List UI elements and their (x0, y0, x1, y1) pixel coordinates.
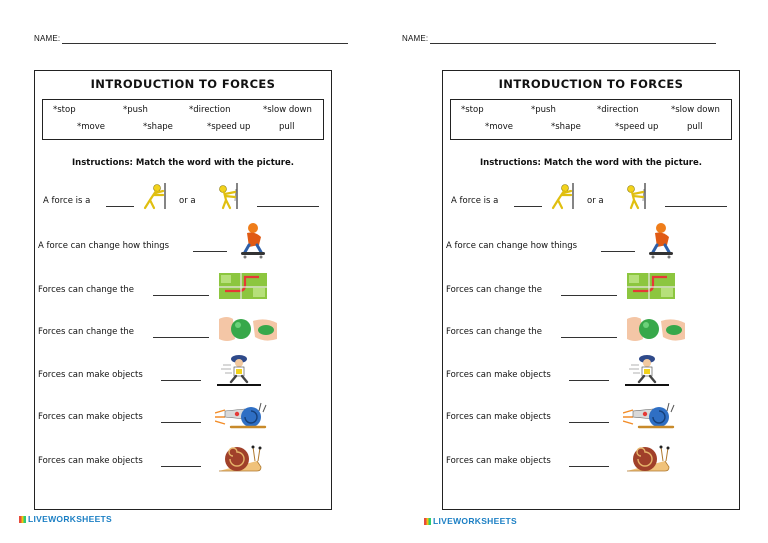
logo-text: LIVEWORKSHEETS (433, 516, 518, 526)
question-1-text: A force is a (451, 196, 499, 206)
word-push: *push (531, 105, 556, 115)
word-stop: *stop (53, 105, 76, 115)
direction-map-icon (219, 273, 267, 299)
word-direction: *direction (597, 105, 639, 115)
answer-blank-7[interactable] (569, 466, 609, 467)
word-slow-down: *slow down (263, 105, 312, 115)
push-figure-icon (549, 181, 577, 211)
word-speed-up: *speed up (615, 122, 659, 132)
question-2-text: A force can change how things (446, 241, 578, 251)
question-2-text: A force can change how things (38, 241, 170, 251)
question-3-text: Forces can change the (446, 285, 543, 295)
word-move: *move (77, 122, 105, 132)
word-move: *move (485, 122, 513, 132)
question-6-text: Forces can make objects (38, 412, 143, 422)
word-bank (450, 99, 732, 140)
worksheet-card (34, 70, 332, 510)
question-5-text: Forces can make objects (38, 370, 143, 380)
liveworksheets-logo (19, 514, 112, 524)
runner-icon (217, 353, 261, 387)
skater-icon (235, 221, 271, 259)
logo-mark-icon (19, 516, 26, 523)
answer-blank-1b[interactable] (665, 206, 727, 207)
name-line[interactable] (430, 43, 716, 44)
question-1-or: or a (587, 196, 604, 206)
answer-blank-4[interactable] (153, 337, 209, 338)
word-slow-down: *slow down (671, 105, 720, 115)
squeeze-ball-icon (627, 313, 687, 343)
answer-blank-3[interactable] (561, 295, 617, 296)
logo-text: LIVEWORKSHEETS (28, 514, 113, 524)
question-4-text: Forces can change the (446, 327, 543, 337)
question-7-text: Forces can make objects (446, 456, 551, 466)
question-5-text: Forces can make objects (446, 370, 551, 380)
question-1-text: A force is a (43, 196, 91, 206)
runner-icon (625, 353, 669, 387)
snail-icon (217, 441, 263, 475)
pull-figure-icon (623, 181, 649, 211)
question-1-or: or a (179, 196, 196, 206)
question-6-text: Forces can make objects (446, 412, 551, 422)
rocket-snail-icon (215, 397, 267, 431)
instructions: Instructions: Match the word with the picture. (72, 158, 294, 168)
answer-blank-3[interactable] (153, 295, 209, 296)
word-push: *push (123, 105, 148, 115)
answer-blank-4[interactable] (561, 337, 617, 338)
instructions: Instructions: Match the word with the picture. (480, 158, 702, 168)
answer-blank-6[interactable] (161, 422, 201, 423)
word-pull: pull (279, 122, 295, 132)
pull-figure-icon (215, 181, 241, 211)
word-bank (42, 99, 324, 140)
word-shape: *shape (551, 122, 581, 132)
word-pull: pull (687, 122, 703, 132)
answer-blank-7[interactable] (161, 466, 201, 467)
name-label: NAME: (34, 34, 61, 43)
question-7-text: Forces can make objects (38, 456, 143, 466)
rocket-snail-icon (623, 397, 675, 431)
worksheet-title: INTRODUCTION TO FORCES (90, 77, 276, 91)
answer-blank-6[interactable] (569, 422, 609, 423)
name-label: NAME: (402, 34, 429, 43)
answer-blank-2[interactable] (601, 251, 635, 252)
word-direction: *direction (189, 105, 231, 115)
word-shape: *shape (143, 122, 173, 132)
worksheet-right (384, 0, 768, 543)
liveworksheets-logo (424, 516, 517, 526)
word-speed-up: *speed up (207, 122, 251, 132)
name-line[interactable] (62, 43, 348, 44)
answer-blank-2[interactable] (193, 251, 227, 252)
answer-blank-1a[interactable] (514, 206, 542, 207)
answer-blank-1a[interactable] (106, 206, 134, 207)
push-figure-icon (141, 181, 169, 211)
answer-blank-5[interactable] (569, 380, 609, 381)
question-3-text: Forces can change the (38, 285, 135, 295)
word-stop: *stop (461, 105, 484, 115)
answer-blank-1b[interactable] (257, 206, 319, 207)
direction-map-icon (627, 273, 675, 299)
skater-icon (643, 221, 679, 259)
worksheet-card (442, 70, 740, 510)
snail-icon (625, 441, 671, 475)
logo-mark-icon (424, 518, 431, 525)
question-4-text: Forces can change the (38, 327, 135, 337)
squeeze-ball-icon (219, 313, 279, 343)
answer-blank-5[interactable] (161, 380, 201, 381)
worksheet-title: INTRODUCTION TO FORCES (498, 77, 684, 91)
